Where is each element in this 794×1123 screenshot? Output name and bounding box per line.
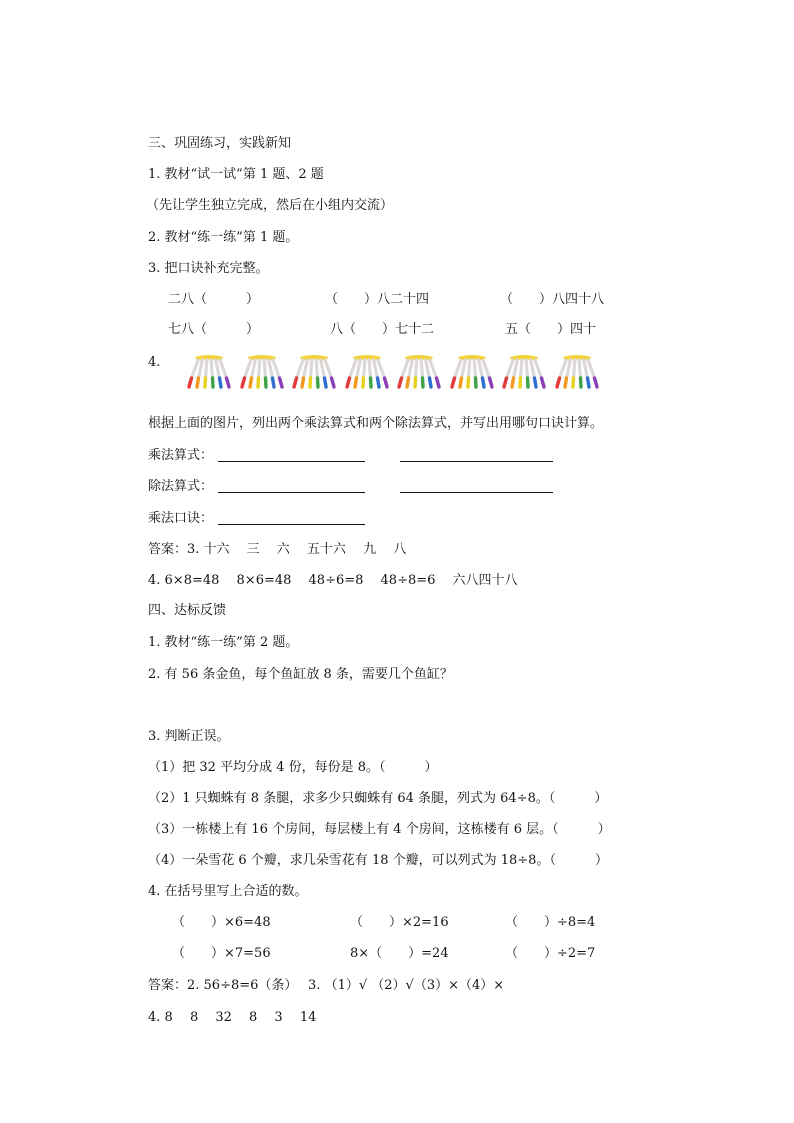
rhyme-blank-5: 八（ ）七十二 [330,322,435,337]
rhyme-label: 乘法口诀： [148,511,214,526]
section4-q4: 4. 在括号里写上合适的数。 [148,884,308,899]
marker-bundle [236,354,288,394]
mult-answer-line-1[interactable] [218,461,365,462]
section4-heading: 四、达标反馈 [148,603,227,618]
section3-heading: 三、巩固练习，实践新知 [148,136,292,151]
section3-q4-text: 根据上面的图片，列出两个乘法算式和两个除法算式，并写出用哪句口诀计算。 [148,416,604,431]
section4-answer-2: 4. 8 8 32 8 3 14 [148,1010,317,1025]
marker-bundle [288,354,340,394]
fill-blank-6: （ ）÷2=7 [505,946,596,961]
fill-blank-5: 8×（ ）=24 [350,946,449,961]
rhyme-blank-4: 七八（ ） [168,322,260,337]
div-answer-line-1[interactable] [218,492,365,493]
fill-blank-1: （ ）×6=48 [172,915,271,930]
rhyme-blank-3: （ ）八四十八 [500,292,605,307]
section3-q3: 3. 把口诀补充完整。 [148,261,269,276]
div-label: 除法算式： [148,479,214,494]
mult-label: 乘法算式： [148,448,214,463]
marker-bundle [341,354,393,394]
rhyme-blank-2: （ ）八二十四 [325,292,430,307]
fill-blank-3: （ ）÷8=4 [505,915,596,930]
marker-bundle [498,354,550,394]
mult-answer-line-2[interactable] [400,461,553,462]
judge-item-2: （2）1 只蜘蛛有 8 条腿，求多少只蜘蛛有 64 条腿，列式为 64÷8。（ ） [148,791,608,806]
rhyme-blank-1: 二八（ ） [168,292,260,307]
section4-answer-1: 答案：2. 56÷8=6（条） 3. （1）√ （2）√（3）×（4）× [148,978,505,993]
section3-q1-note: （先让学生独立完成，然后在小组内交流） [146,198,394,213]
marker-bundle [551,354,603,394]
judge-item-1: （1）把 32 平均分成 4 份，每份是 8。（ ） [148,760,438,775]
section3-q1: 1. 教材“试一试”第 1 题、2 题 [148,167,324,182]
section3-q4-number: 4. [148,355,161,370]
section3-q2: 2. 教材“练一练”第 1 题。 [148,230,299,245]
judge-item-3: （3）一栋楼上有 16 个房间，每层楼上有 4 个房间，这栋楼有 6 层。（ ） [148,822,611,837]
rhyme-blank-6: 五（ ）四十 [505,322,597,337]
marker-bundles-image [183,354,603,394]
judge-item-4: （4）一朵雪花 6 个瓣，求几朵雪花有 18 个瓣，可以列式为 18÷8。（ ） [148,853,608,868]
marker-bundle [393,354,445,394]
section3-answer-2: 4. 6×8=48 8×6=48 48÷6=8 48÷8=6 六八四十八 [148,573,518,588]
div-answer-line-2[interactable] [400,492,553,493]
fill-blank-2: （ ）×2=16 [350,915,449,930]
section3-answer-1: 答案：3. 十六 三 六 五十六 九 八 [148,542,407,557]
marker-bundle [446,354,498,394]
rhyme-answer-line[interactable] [218,524,365,525]
fill-blank-4: （ ）×7=56 [172,946,271,961]
marker-bundle [183,354,235,394]
section4-q2: 2. 有 56 条金鱼，每个鱼缸放 8 条，需要几个鱼缸？ [148,667,453,682]
section4-q3: 3. 判断正误。 [148,729,230,744]
section4-q1: 1. 教材“练一练”第 2 题。 [148,635,299,650]
